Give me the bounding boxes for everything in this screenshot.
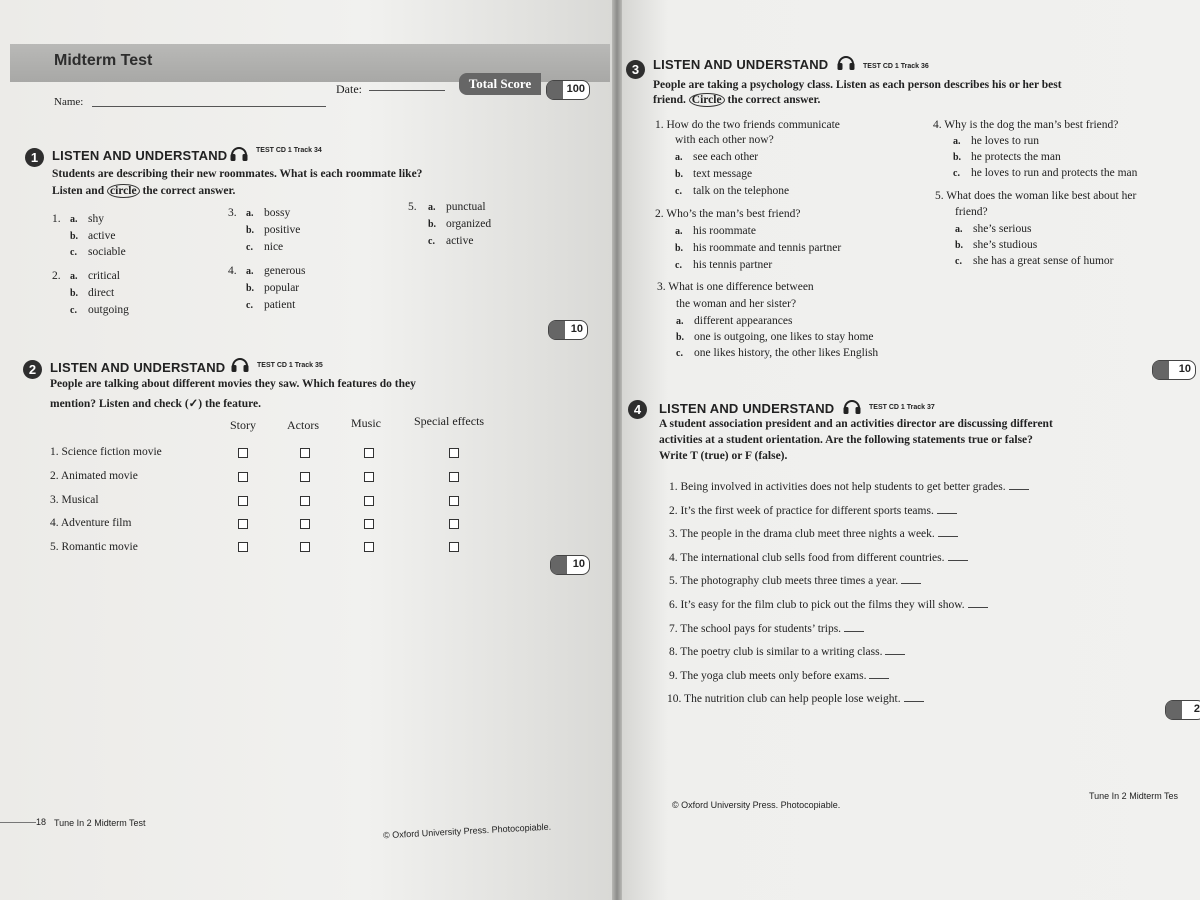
name-field[interactable] xyxy=(92,106,326,107)
checkbox-icon[interactable] xyxy=(300,448,310,458)
section-1-track: TEST CD 1 Track 34 xyxy=(256,147,322,154)
s3-q5-option-b[interactable]: b. she’s studious xyxy=(955,239,1038,251)
instr-circle-word: circle xyxy=(107,184,140,198)
s3-q4-option-b[interactable]: b. he protects the man xyxy=(953,151,1061,163)
s1-q5-option-b[interactable]: b. organized xyxy=(428,218,492,230)
section-1-score: 10 xyxy=(570,323,583,335)
s1-q4-option-b[interactable]: b. popular xyxy=(246,282,300,294)
checkbox-icon[interactable] xyxy=(300,542,310,552)
section-4-track: TEST CD 1 Track 37 xyxy=(869,404,935,411)
section-4-instruction-line1: A student association president and an activities director are discussing different xyxy=(659,418,1053,430)
section-2-instruction-line1: People are talking about different movies they saw. Which features do they xyxy=(50,378,416,390)
checkbox-icon[interactable] xyxy=(449,472,459,482)
tf-statement xyxy=(669,599,988,611)
answer-blank[interactable] xyxy=(901,583,921,584)
s3-q4-option-c[interactable]: c. he loves to run and protects the man xyxy=(953,167,1138,179)
tf-statement xyxy=(669,646,905,658)
section-4-score-box[interactable] xyxy=(1165,700,1200,720)
tf-statement xyxy=(669,528,958,540)
section-3-number: 3 xyxy=(626,60,645,79)
s3-q2-text: 2. Who’s the man’s best friend? xyxy=(655,208,801,220)
checkbox-icon[interactable] xyxy=(449,542,459,552)
footer-copyright: © Oxford University Press. Photocopiable. xyxy=(672,800,841,810)
checkbox-icon[interactable] xyxy=(238,542,248,552)
s3-q3-option-a[interactable]: a. different appearances xyxy=(676,315,793,327)
s1-q4-option-c[interactable]: c. patient xyxy=(246,299,296,311)
right-page xyxy=(622,0,1200,900)
s3-q1-option-c[interactable]: c. talk on the telephone xyxy=(675,185,790,197)
section-1-number: 1 xyxy=(25,148,44,167)
tf-statement-text: 4. The international club sells food from different countries. xyxy=(669,551,945,564)
movie-row-label: 3. Musical xyxy=(50,494,99,506)
s3-q2-option-c[interactable]: c. his tennis partner xyxy=(675,259,773,271)
s1-q3-option-a[interactable]: a. bossy xyxy=(246,207,291,219)
date-field[interactable] xyxy=(369,90,445,91)
section-3-score-box[interactable] xyxy=(1152,360,1196,380)
s3-q4-text: 4. Why is the dog the man’s best friend? xyxy=(933,119,1119,131)
footer-page-number: 18 xyxy=(36,817,47,827)
s3-q5-text: 5. What does the woman like best about her xyxy=(935,190,1137,202)
total-score-value: 100 xyxy=(566,83,585,95)
movie-row-label: 4. Adventure film xyxy=(50,517,132,529)
movie-row-label: 5. Romantic movie xyxy=(50,541,138,553)
s1-q2-number: 2. xyxy=(52,270,61,282)
checkbox-icon[interactable] xyxy=(238,472,248,482)
tf-statement-text: 2. It’s the first week of practice for different sports teams. xyxy=(669,504,934,517)
tf-statement-text: 6. It’s easy for the film club to pick out the films they will show. xyxy=(669,599,965,611)
total-score-label: Total Score xyxy=(459,73,541,95)
headphones-icon xyxy=(836,53,856,71)
checkbox-icon[interactable] xyxy=(238,496,248,506)
section-2-track: TEST CD 1 Track 35 xyxy=(257,362,323,369)
s1-q1-number: 1. xyxy=(52,213,61,225)
tf-statement xyxy=(669,623,864,635)
s3-q5-option-c[interactable]: c. she has a great sense of humor xyxy=(955,255,1114,267)
tf-statement xyxy=(667,693,924,705)
s1-q4-number: 4. xyxy=(228,265,237,277)
footer-title: Tune In 2 Midterm Test xyxy=(54,818,146,828)
section-1-instruction-line1: Students are describing their new roommates. What is each roommate like? xyxy=(52,168,423,180)
column-header-actors: Actors xyxy=(287,418,319,432)
name-label: Name: xyxy=(54,96,84,108)
footer-rule xyxy=(0,822,36,823)
s3-q2-option-b[interactable]: b. his roommate and tennis partner xyxy=(675,242,842,254)
answer-blank[interactable] xyxy=(948,560,968,561)
answer-blank[interactable] xyxy=(869,678,889,679)
section-4-score: 2 xyxy=(1193,703,1200,715)
tf-statement-text: 3. The people in the drama club meet three nights a week. xyxy=(669,528,935,541)
checkbox-icon[interactable] xyxy=(449,448,459,458)
s3-q1-option-b[interactable]: b. text message xyxy=(675,168,753,180)
instr-text: Listen and xyxy=(52,185,107,197)
checkbox-icon[interactable] xyxy=(300,496,310,506)
answer-blank[interactable] xyxy=(968,607,988,608)
tf-statement-text: 9. The yoga club meets only before exams. xyxy=(669,669,867,682)
answer-blank[interactable] xyxy=(1009,489,1029,490)
s3-q3-option-c[interactable]: c. one likes history, the other likes English xyxy=(676,347,879,359)
checkbox-icon[interactable] xyxy=(364,542,374,552)
s3-q1-text: with each other now? xyxy=(675,134,774,146)
section-2-number: 2 xyxy=(23,360,42,379)
answer-blank[interactable] xyxy=(904,701,924,702)
section-1-instruction-line2 xyxy=(52,185,235,197)
answer-blank[interactable] xyxy=(844,631,864,632)
answer-blank[interactable] xyxy=(937,513,957,514)
answer-blank[interactable] xyxy=(885,654,905,655)
tf-statement xyxy=(669,552,968,564)
tf-statement xyxy=(669,481,1029,493)
checkbox-icon[interactable] xyxy=(364,519,374,529)
s1-q2-option-c[interactable]: c. outgoing xyxy=(70,304,129,316)
checkbox-icon[interactable] xyxy=(364,496,374,506)
s3-q5-option-a[interactable]: a. she’s serious xyxy=(955,223,1032,235)
section-3-instruction-line2 xyxy=(653,94,820,106)
tf-statement-text: 10. The nutrition club can help people lose weight. xyxy=(667,693,901,706)
section-4-instruction-line3: Write T (true) or F (false). xyxy=(659,450,788,462)
section-3-track: TEST CD 1 Track 36 xyxy=(863,63,929,70)
checkbox-icon[interactable] xyxy=(300,519,310,529)
s3-q3-text: 3. What is one difference between xyxy=(657,281,814,293)
total-score-box[interactable] xyxy=(546,80,590,100)
checkbox-icon[interactable] xyxy=(449,519,459,529)
tf-statement xyxy=(669,670,889,682)
checkbox-icon[interactable] xyxy=(364,472,374,482)
section-2-score: 10 xyxy=(572,558,585,570)
s3-q1-option-a[interactable]: a. see each other xyxy=(675,151,759,163)
s3-q4-option-a[interactable]: a. he loves to run xyxy=(953,135,1040,147)
s1-q4-option-a[interactable]: a. generous xyxy=(246,265,306,277)
instr-circle-word: Circle xyxy=(689,93,725,107)
s1-q5-option-a[interactable]: a. punctual xyxy=(428,201,486,213)
s1-q3-number: 3. xyxy=(228,207,237,219)
instr-text: friend. xyxy=(653,94,689,106)
tf-statement-text: 8. The poetry club is similar to a writing class. xyxy=(669,646,883,659)
tf-statement xyxy=(669,575,921,587)
tf-statement-text: 7. The school pays for students’ trips. xyxy=(669,622,842,635)
s1-q2-option-a[interactable]: a. critical xyxy=(70,270,120,282)
section-3-title: LISTEN AND UNDERSTAND xyxy=(653,57,829,72)
section-2-title: LISTEN AND UNDERSTAND xyxy=(50,360,226,375)
instr-text: the correct answer. xyxy=(724,94,821,106)
s3-q2-option-a[interactable]: a. his roommate xyxy=(675,225,756,237)
instr-text: the correct answer. xyxy=(139,185,236,197)
column-header-story: Story xyxy=(230,418,257,432)
movie-row-label: 2. Animated movie xyxy=(50,470,138,482)
s1-q3-option-b[interactable]: b. positive xyxy=(246,224,301,236)
s3-q5-text: friend? xyxy=(955,206,988,218)
date-label: Date: xyxy=(336,82,362,96)
checkbox-icon[interactable] xyxy=(449,496,459,506)
book-gutter xyxy=(612,0,622,900)
tf-statement-text: 5. The photography club meets three times a year. xyxy=(669,575,899,588)
footer-copyright: © Oxford University Press. Photocopiable. xyxy=(382,821,552,841)
checkbox-icon[interactable] xyxy=(364,448,374,458)
s1-q3-option-c[interactable]: c. nice xyxy=(246,241,284,253)
section-3-score: 10 xyxy=(1178,363,1191,375)
section-3-instruction-line1: People are taking a psychology class. Listen as each person describes his or her best xyxy=(653,79,1062,91)
movie-row-label: 1. Science fiction movie xyxy=(50,446,162,458)
s1-q1-option-c[interactable]: c. sociable xyxy=(70,246,126,258)
section-2-score-box[interactable] xyxy=(550,555,590,575)
s1-q5-number: 5. xyxy=(408,201,417,213)
section-4-title: LISTEN AND UNDERSTAND xyxy=(659,401,835,416)
headphones-icon xyxy=(842,397,862,415)
column-header-special-effects: Special effects xyxy=(414,414,485,428)
headphones-icon xyxy=(230,355,250,373)
section-1-score-box[interactable] xyxy=(548,320,588,340)
tf-statement-text: 1. Being involved in activities does not help students to get better grades. xyxy=(669,481,1006,493)
s1-q1-option-a[interactable]: a. shy xyxy=(70,213,104,225)
s1-q2-option-b[interactable]: b. direct xyxy=(70,287,115,299)
headphones-icon xyxy=(229,144,249,162)
answer-blank[interactable] xyxy=(938,536,958,537)
s3-q1-text: 1. How do the two friends communicate xyxy=(655,119,840,131)
checkbox-icon[interactable] xyxy=(300,472,310,482)
section-4-number: 4 xyxy=(628,400,647,419)
checkbox-icon[interactable] xyxy=(238,519,248,529)
s3-q3-text: the woman and her sister? xyxy=(676,298,797,310)
s1-q1-option-b[interactable]: b. active xyxy=(70,230,116,242)
section-2-instruction-line2: mention? Listen and check (✓) the feature. xyxy=(50,398,261,410)
s1-q5-option-c[interactable]: c. active xyxy=(428,235,474,247)
footer-title: Tune In 2 Midterm Tes xyxy=(1089,791,1179,801)
s3-q3-option-b[interactable]: b. one is outgoing, one likes to stay home xyxy=(676,331,874,343)
section-4-instruction-line2: activities at a student orientation. Are the following statements true or false? xyxy=(659,434,1033,446)
tf-statement xyxy=(669,505,957,517)
checkbox-icon[interactable] xyxy=(238,448,248,458)
section-1-title: LISTEN AND UNDERSTAND xyxy=(52,148,228,163)
page-title: Midterm Test xyxy=(54,52,153,69)
column-header-music: Music xyxy=(351,416,381,430)
